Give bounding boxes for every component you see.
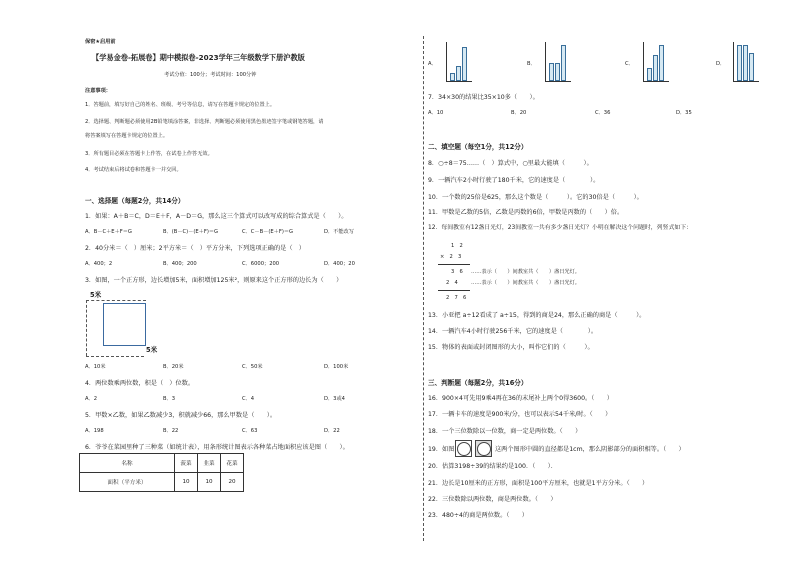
q3-option-d[interactable]: D．100米 [324, 364, 349, 370]
question-12: 12．每间教室有12盏日光灯，23间教室一共有多少盏日光灯？小明在解决这个问题时，列竖式如下： [428, 225, 693, 231]
chart-a-yaxis [446, 42, 447, 82]
page-title: 【学易金卷-拓展卷】期中模拟卷-2023学年三年级数学下册沪教版 [92, 53, 305, 62]
note-4: 4．考试结束后将试卷和答题卡一并交回。 [85, 167, 182, 173]
q3-dashed-bottom [86, 356, 144, 357]
chart-b-bar-2 [555, 63, 560, 81]
question-11: 11．甲数是乙数的5倍，乙数是丙数的6倍，甲数是丙数的（ ）倍。 [428, 209, 624, 216]
q4-option-b[interactable]: B．3 [163, 396, 176, 402]
question-20: 20．估算3198÷39的结果约是100．（ ）． [428, 463, 557, 470]
note-2a: 2．选择题、判断题必须使用2B铅笔填涂答案，非选择、判断题必须使用黑色墨迹签字笔或钢笔答题，请 [85, 119, 324, 125]
q3-option-c[interactable]: C．50米 [242, 364, 263, 370]
vegetable-area-table [79, 453, 244, 492]
question-19-prefix: 19．如图， [428, 446, 461, 453]
chart-b-bar-1 [549, 63, 554, 81]
chart-d-bar-3 [749, 53, 754, 81]
exam-info: 考试分值：100分；考试时间：100分钟 [164, 72, 257, 78]
calc-line-5: 2 7 6 [446, 295, 467, 301]
q6-option-b[interactable]: B． [527, 61, 536, 67]
question-23: 23．480÷4的商是两位数。（ ） [428, 512, 528, 519]
chart-c-bar-3 [659, 45, 664, 81]
table-cell-leek: 10 [198, 473, 221, 492]
section3-heading: 三、判断题（每题2分，共16分） [428, 379, 528, 387]
q3-square-figure [103, 303, 146, 346]
question-15: 15．物体的表面或封闭图形的大小，叫作它们的（ ）。 [428, 344, 594, 351]
table-header-spinach: 菠菜 [175, 454, 198, 473]
table-header-name: 名称 [80, 454, 175, 473]
calc-line-4: 2 4 [446, 280, 458, 286]
question-21: 21．边长是10厘米的正方形，面积是100平方厘米，也就是1平方分米。（ ） [428, 480, 649, 487]
q7-option-a[interactable]: A．10 [428, 110, 444, 116]
q2-option-d[interactable]: D．400；20 [324, 261, 355, 267]
secret-label: 保密★启用前 [85, 39, 116, 45]
question-22: 22．三位数除以两位数，商是两位数。（ ） [428, 496, 557, 503]
chart-c-yaxis [643, 42, 644, 82]
q1-option-c[interactable]: C．C－B－(E＋F)＝G [242, 229, 294, 235]
question-9: 9．一辆汽车2小时行驶了180千米，它的速度是（ ）。 [428, 177, 600, 184]
q3-option-a[interactable]: A．10米 [85, 364, 106, 370]
chart-b-yaxis [545, 42, 546, 82]
q1-option-a[interactable]: A．B－C＋E＋F＝G [85, 229, 132, 235]
q5-option-d[interactable]: D．22 [324, 428, 340, 434]
chart-c-xaxis [643, 81, 669, 82]
chart-c-bar-1 [647, 68, 652, 81]
chart-a-bar-1 [450, 73, 455, 81]
chart-d-bar-2 [743, 45, 748, 81]
chart-a-bar-3 [462, 47, 467, 81]
question-19-text: 这两个图形中圆的直径都是1cm，那么阴影部分的面积相等。（ ） [495, 446, 685, 453]
q19-figure-2-circle [477, 442, 491, 456]
question-10: 10．一个数的25倍是625，那么这个数是（ ）。它的30倍是（ ）。 [428, 194, 643, 201]
notes-heading: 注意事项： [85, 88, 111, 94]
question-1: 1．如果：A＋B＝C，D＝E＋F，A－D＝G，那么这三个算式可以改写成的综合算式是（ ）。 [85, 213, 348, 220]
calc-line-3-note: ……表示（ ）间教室共（ ）盏日光灯。 [471, 269, 580, 275]
q1-option-b[interactable]: B．(B－C)－(E＋F)＝G [163, 229, 219, 235]
q2-option-a[interactable]: A．400；2 [85, 261, 113, 267]
section2-heading: 二、填空题（每空1分，共12分） [428, 143, 528, 151]
calc-rule-2 [438, 290, 470, 291]
question-6: 6．爷爷在菜园里种了三种菜（如统计表），用条形统计图表示各种菜占地面积应该是图（ ）。 [85, 444, 349, 451]
q5-option-b[interactable]: B．22 [163, 428, 179, 434]
question-14: 14．一辆汽车4小时行驶256千米，它的速度是（ ）。 [428, 328, 598, 335]
q7-option-c[interactable]: C．36 [595, 110, 611, 116]
q2-option-c[interactable]: C．6000；200 [242, 261, 280, 267]
table-cell-cauliflower: 20 [221, 473, 244, 492]
table-cell-spinach: 10 [175, 473, 198, 492]
q3-dashed-left [86, 300, 87, 356]
note-3: 3．所有题目必须在答题卡上作答，在试卷上作答无效。 [85, 151, 213, 157]
q5-option-c[interactable]: C．63 [242, 428, 258, 434]
q3-option-b[interactable]: B．20米 [163, 364, 184, 370]
question-3: 3．如图，一个正方形，边长增加5米，面积增加125米²，则原来这个正方形的边长为（ ） [85, 277, 343, 284]
q3-dashed-top [86, 300, 146, 301]
table-header-cauliflower: 花菜 [221, 454, 244, 473]
chart-d-xaxis [733, 81, 759, 82]
table-row-label: 面积（平方米） [80, 473, 175, 492]
section1-heading: 一、选择题（每题2分，共14分） [85, 197, 185, 205]
chart-a-xaxis [446, 81, 472, 82]
question-5: 5．甲数×乙数，如果乙数减少3，积就减少66，那么甲数是（ ）。 [85, 412, 277, 419]
calc-line-2: × 2 3 [440, 254, 462, 260]
table-header-leek: 韭菜 [198, 454, 221, 473]
q4-option-c[interactable]: C．4 [242, 396, 255, 402]
chart-d-yaxis [733, 42, 734, 82]
note-1: 1．答题前，填写好自己的姓名、班级、考号等信息，请写在答题卡规定的位置上。 [85, 102, 276, 108]
calc-line-1: 1 2 [451, 243, 463, 249]
q7-option-b[interactable]: B．20 [511, 110, 527, 116]
question-17: 17．一辆卡车的速度是900米/分，也可以表示54千米/时。（ ） [428, 411, 612, 418]
chart-a-bar-2 [456, 66, 461, 81]
question-7: 7．34×30的结果比35×10多（ ）。 [428, 94, 539, 101]
chart-b-xaxis [545, 81, 571, 82]
q4-option-a[interactable]: A．2 [85, 396, 98, 402]
q7-option-d[interactable]: D．35 [676, 110, 692, 116]
q6-option-d[interactable]: D． [716, 61, 726, 67]
chart-c-bar-2 [653, 55, 658, 81]
q19-figure-1-circle [457, 442, 471, 456]
column-divider [423, 36, 424, 541]
q1-option-d[interactable]: D．不能改写 [324, 229, 354, 235]
q4-option-d[interactable]: D．3或4 [324, 396, 345, 402]
question-13: 13．小亚把 a÷12看成了 a÷15，得到的商是24，那么正确的商是（ ）。 [428, 312, 646, 319]
calc-rule-1 [438, 264, 470, 265]
q6-option-a[interactable]: A． [428, 61, 437, 67]
q3-label-right: 5米 [146, 346, 158, 354]
question-16: 16．900×4可先用9乘4再在36的末尾补上两个0得3600。（ ） [428, 395, 613, 402]
q2-option-b[interactable]: B．400；200 [163, 261, 197, 267]
q5-option-a[interactable]: A．198 [85, 428, 104, 434]
question-2: 2．40分米＝（ ）厘米；2平方米＝（ ）平方分米，下列选项正确的是（ ） [85, 245, 305, 252]
calc-line-3: 3 6 [451, 269, 463, 275]
q3-label-top: 5米 [90, 291, 102, 299]
question-18: 18．一个三位数除以一位数，商一定是两位数。（ ） [428, 428, 582, 435]
question-4: 4．两位数乘两位数，积是（ ）位数。 [85, 380, 195, 387]
q6-option-c[interactable]: C． [625, 61, 634, 67]
chart-d-bar-1 [737, 45, 742, 81]
question-8: 8．○÷8＝75……（ ）算式中，○里最大能填（ ）。 [428, 160, 593, 167]
note-2b: 将答案填写在答题卡规定的位置上。 [85, 133, 169, 139]
calc-line-4-note: ……表示（ ）间教室共（ ）盏日光灯。 [471, 280, 580, 286]
chart-b-bar-3 [561, 45, 566, 81]
